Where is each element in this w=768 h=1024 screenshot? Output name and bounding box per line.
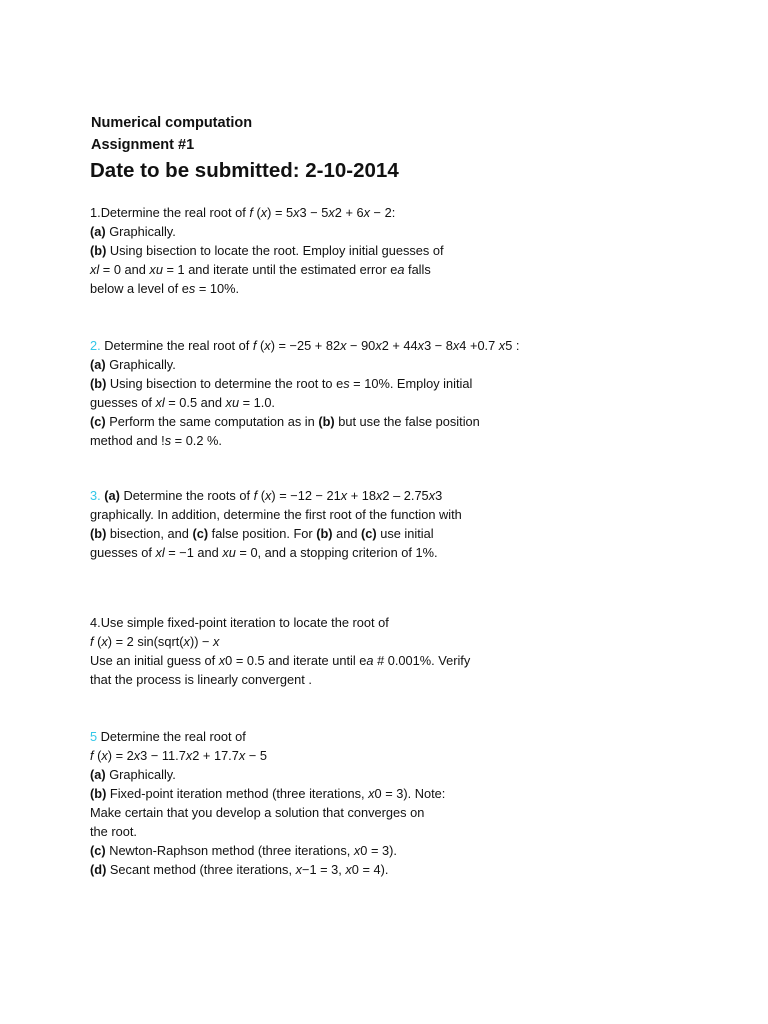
part-label: (b) — [316, 526, 333, 541]
math-variable: x — [417, 338, 425, 353]
problem-5 — [90, 727, 730, 879]
math-variable: x — [260, 205, 268, 220]
math-variable: a — [366, 653, 374, 668]
text-run: 4 +0.7 — [459, 338, 499, 353]
problem-5-line-5 — [90, 803, 730, 822]
problem-3-line-1 — [90, 486, 730, 505]
problem-2-line-6 — [90, 431, 730, 450]
problem-number: 2. — [90, 338, 101, 353]
text-run: 0 = 4). — [351, 862, 389, 877]
part-label: (c) — [90, 414, 106, 429]
math-variable: x — [353, 843, 361, 858]
problem-4-line-3 — [90, 651, 730, 670]
part-label: (a) — [90, 224, 106, 239]
text-run: Graphically. — [105, 224, 176, 239]
math-variable: a — [397, 262, 405, 277]
math-variable: x — [428, 488, 436, 503]
math-variable: x — [133, 748, 141, 763]
text-run: = 0 and — [99, 262, 150, 277]
math-variable: x — [376, 488, 383, 503]
part-label: (d) — [90, 862, 107, 877]
text-run: )) − — [189, 634, 214, 649]
part-label: (b) — [90, 243, 107, 258]
text-run: = 0, and a stopping criterion of 1%. — [235, 545, 438, 560]
text-run: Determine the roots of — [119, 488, 254, 503]
math-variable: f — [249, 205, 253, 220]
problem-5-line-8 — [90, 860, 730, 879]
text-run: ) = 5 — [267, 205, 294, 220]
text-run: − 90 — [346, 338, 376, 353]
text-run: 2 – 2.75 — [382, 488, 429, 503]
part-label: (b) — [318, 414, 335, 429]
part-label: (a) — [90, 357, 106, 372]
text-run: + 18 — [347, 488, 377, 503]
text-run: Using bisection to determine the root to e — [106, 376, 344, 391]
math-variable: x — [375, 338, 382, 353]
course-title: Numerical computation — [91, 115, 253, 131]
math-variable: x — [183, 634, 190, 649]
text-run: Determine the real root of — [100, 338, 253, 353]
math-variable: x — [218, 653, 226, 668]
text-run: 0 = 0.5 and iterate until e — [225, 653, 367, 668]
text-run: = 10%. — [195, 281, 240, 296]
text-run: ( — [256, 338, 265, 353]
text-run: ) = 2 sin(sqrt( — [107, 634, 184, 649]
text-run: = −1 and — [164, 545, 223, 560]
text-run: 0 = 3). — [360, 843, 397, 858]
part-label: (b) — [90, 526, 107, 541]
text-run: # 0.001%. Verify — [373, 653, 471, 668]
text-run: Make certain that you develop a solution that converges on — [90, 805, 425, 820]
problem-2-line-5 — [90, 412, 730, 431]
math-variable: x — [264, 338, 271, 353]
math-variable: x — [452, 338, 460, 353]
text-run: Perform the same computation as in — [105, 414, 319, 429]
problem-5-line-2 — [90, 746, 730, 765]
text-run: ( — [252, 205, 261, 220]
due-date-heading: Date to be submitted: 2-10-2014 — [90, 159, 399, 182]
part-label: (a) — [90, 767, 106, 782]
math-variable: x — [340, 338, 347, 353]
problem-3-line-2 — [90, 505, 730, 524]
problem-number: 4. — [90, 615, 101, 630]
math-variable: x — [293, 205, 300, 220]
problem-2-line-2 — [90, 355, 730, 374]
problem-number: 3. — [90, 488, 101, 503]
math-variable: f — [90, 634, 94, 649]
problem-4-line-2 — [90, 632, 730, 651]
problem-5-line-3 — [90, 765, 730, 784]
math-variable: xl — [90, 262, 100, 277]
problem-1-line-3 — [90, 241, 730, 260]
text-run: use initial — [376, 526, 434, 541]
math-variable: s — [164, 433, 172, 448]
text-run: −1 = 3, — [301, 862, 346, 877]
text-run: below a level of e — [90, 281, 189, 296]
text-run: that the process is linearly convergent . — [90, 672, 312, 687]
text-run: = 1 and iterate until the estimated error e — [162, 262, 398, 277]
text-run: and — [332, 526, 362, 541]
text-run: ( — [257, 488, 265, 503]
text-run: 2 + 6 — [334, 205, 364, 220]
math-variable: f — [253, 488, 258, 503]
problem-1-line-4 — [90, 260, 730, 279]
problem-3-line-3 — [90, 524, 730, 543]
text-run: 3 − 5 — [299, 205, 329, 220]
math-variable: x — [363, 205, 370, 220]
problem-2-line-1 — [90, 336, 730, 355]
text-run: but use the false position — [334, 414, 480, 429]
text-run: false position. For — [208, 526, 317, 541]
text-run: ( — [93, 634, 102, 649]
text-run: 0 = 3). Note: — [374, 786, 446, 801]
part-label: (b) — [90, 376, 107, 391]
part-label: (b) — [90, 786, 107, 801]
text-run: falls — [404, 262, 431, 277]
text-run: Graphically. — [105, 767, 176, 782]
text-run: 3 − 11.7 — [140, 748, 186, 763]
text-run: ( — [93, 748, 102, 763]
math-variable: xu — [225, 395, 240, 410]
math-variable: f — [252, 338, 257, 353]
part-label: (c) — [192, 526, 209, 541]
text-run: Graphically. — [105, 357, 176, 372]
math-variable: x — [238, 748, 246, 763]
text-run: bisection, and — [106, 526, 193, 541]
problem-5-line-6 — [90, 822, 730, 841]
math-variable: f — [90, 748, 94, 763]
text-run: method and ! — [90, 433, 165, 448]
math-variable: x — [295, 862, 302, 877]
math-variable: x — [265, 488, 272, 503]
text-run: − 5 — [245, 748, 267, 763]
assignment-title: Assignment #1 — [91, 137, 195, 153]
text-run: Newton-Raphson method (three iterations, — [105, 843, 354, 858]
text-run: 2 + 17.7 — [192, 748, 239, 763]
problem-2-line-3 — [90, 374, 730, 393]
text-run: Determine the real root of — [100, 205, 250, 220]
math-variable: xl — [155, 545, 165, 560]
math-variable: xl — [155, 395, 165, 410]
math-variable: xu — [149, 262, 163, 277]
problem-5-line-7 — [90, 841, 730, 860]
text-run: ) = 2 — [107, 748, 134, 763]
part-label: (c) — [90, 843, 106, 858]
text-run: Use an initial guess of — [90, 653, 219, 668]
text-run: 3 − 8 — [424, 338, 453, 353]
text-run: 3 — [435, 488, 443, 503]
problem-3-line-4 — [90, 543, 730, 562]
problem-5-line-4 — [90, 784, 730, 803]
text-run: Determine the real root of — [97, 729, 246, 744]
text-run: = 1.0. — [239, 395, 275, 410]
math-variable: x — [328, 205, 335, 220]
problem-4-line-4 — [90, 670, 730, 689]
text-run: 2 + 44 — [381, 338, 418, 353]
problem-4-line-1 — [90, 613, 730, 632]
problem-1-line-2 — [90, 222, 730, 241]
part-label: (c) — [361, 526, 377, 541]
text-run: 5 : — [505, 338, 520, 353]
text-run: guesses of — [90, 545, 156, 560]
problem-1 — [90, 203, 730, 298]
text-run: the root. — [90, 824, 137, 839]
text-run: graphically. In addition, determine the first root of the function with — [90, 507, 462, 522]
text-run: Fixed-point iteration method (three iterations, — [106, 786, 369, 801]
math-variable: x — [185, 748, 193, 763]
problem-5-line-1 — [90, 727, 730, 746]
math-variable: x — [213, 634, 220, 649]
math-variable: s — [343, 376, 350, 391]
part-label: (a) — [104, 488, 120, 503]
math-variable: x — [368, 786, 375, 801]
text-run: ) = −12 − 21 — [271, 488, 341, 503]
text-run: = 0.5 and — [164, 395, 226, 410]
math-variable: x — [101, 634, 108, 649]
problem-2 — [90, 336, 730, 450]
problem-3 — [90, 486, 730, 562]
math-variable: s — [188, 281, 196, 296]
problem-number: 5 — [90, 729, 98, 744]
math-variable: x — [345, 862, 352, 877]
text-run: Use simple fixed-point iteration to locate the root of — [100, 615, 389, 630]
math-variable: x — [101, 748, 108, 763]
text-run: ) = −25 + 82 — [270, 338, 341, 353]
math-variable: xu — [222, 545, 236, 560]
text-run: Using bisection to locate the root. Employ initial guesses of — [106, 243, 444, 258]
math-variable: x — [498, 338, 506, 353]
problem-1-line-5 — [90, 279, 730, 298]
problem-4 — [90, 613, 730, 689]
math-variable: x — [340, 488, 348, 503]
text-run: Secant method (three iterations, — [106, 862, 296, 877]
problem-number: 1. — [90, 205, 101, 220]
text-run: guesses of — [90, 395, 156, 410]
problem-2-line-4 — [90, 393, 730, 412]
text-run: = 10%. Employ initial — [349, 376, 473, 391]
text-run: − 2: — [370, 205, 396, 220]
text-run: = 0.2 %. — [171, 433, 222, 448]
problem-1-line-1 — [90, 203, 730, 222]
